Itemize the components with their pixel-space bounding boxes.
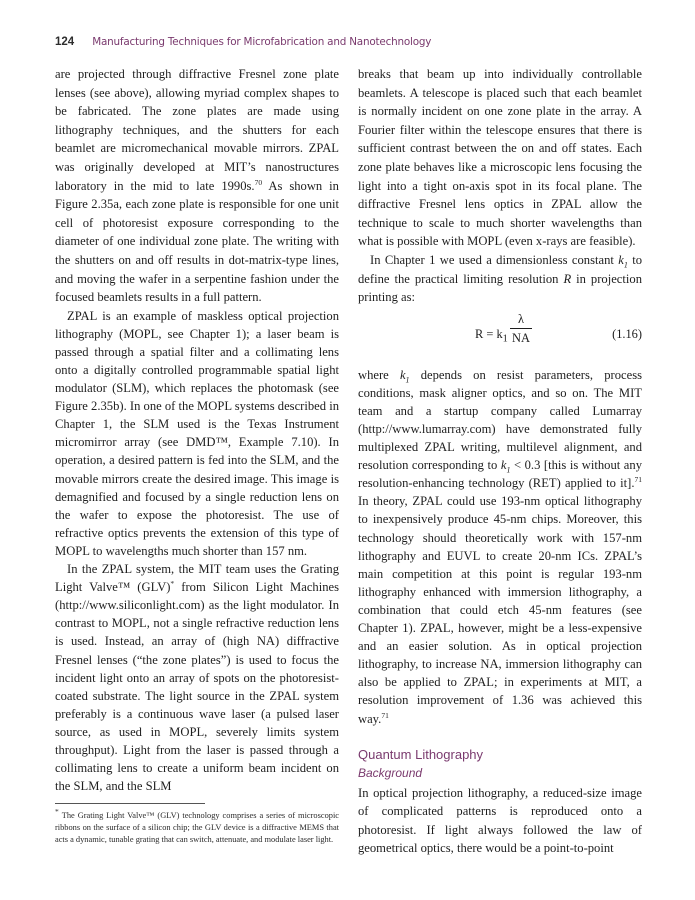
reference-superscript: 71 (634, 475, 642, 485)
reference-superscript: 70 (254, 177, 263, 187)
right-column (358, 65, 642, 858)
reference-superscript: 71 (381, 710, 389, 720)
footnote-divider (55, 803, 205, 804)
equation-lhs: $R = k_1$ (475, 326, 508, 345)
footnote-text: The Grating Light Valve™ (GLV) technology comprises a series of microscopic ribbons on the surface of a silicon chip; the GLV device is a diffractive MEMS that acts a dynamic, tunable grating that can switch, attenuate, and modulate laser light. (55, 811, 339, 844)
paragraph: In the ZPAL system, the MIT team uses the Grating Light Valve™ (GLV)* from Silicon Light Machines (http://www.siliconlight.com) as the light modulator. In contrast to MOPL, not a single refractive reduction lens is used. Instead, an array of (high NA) diffractive Fresnel lenses (“the zone plates”) is used to focus the incident light onto an array of spots on the photoresist-coated substrate. The light source in the ZPAL system preferably is a continuous wave laser (a pulsed laser source, as used in MOPL, severely limits system throughput). Light from the laser is passed through a collimating lens to create a uniform beam incident on the SLM, and the SLM (55, 562, 339, 794)
footnote-marker: * (170, 578, 175, 588)
paragraph: In optical projection lithography, a reduced-size image of complicated patterns is reproduced onto a photoresist. If light always followed the law of geometrical optics, there would be a point-to-point (358, 785, 642, 856)
paragraph: ZPAL is an example of maskless optical projection lithography (MOPL, see Chapter 1); a laser beam is passed through a spatial filter and a collimating lens onto a digitally controlled programmable spatial light modulator (SLM), which replaces the photomask (see Figure 2.35b). In one of the MOPL systems described in Chapter 1, the SLM used is the Texas Instrument micromirror array (see DMD™, Example 7.10). In operation, a desired pattern is fed into the SLM, and the movable mirrors create the desired image. This image is demagnified and focused by a single reduction lens on the wafer to expose the photoresist. The use of refractive optics prevents the extension of this type of MOPL to wavelengths much shorter than 157 nm. (55, 308, 339, 558)
footnote (55, 807, 339, 846)
running-title: Manufacturing Techniques for Microfabrication and Nanotechnology (92, 36, 432, 48)
fraction-bar (510, 328, 532, 329)
equation-fraction (510, 311, 532, 346)
paragraph: where $k_1$ depends on resist parameters, process conditions, mask aligner optics, and so on. The MIT team and a startup company called Lumarray (http://www.lumarray.com) have demonstrated fully multiplexed ZPAL writing, multilevel alignment, and resolution corresponding to $k_1 < 0.3$ [this is without any resolution-enhancing technology (RET) applied to it].$^{71}$ In theory, ZPAL could use 193-nm optical lithography to inexpensively produce 45-nm chips. Moreover, this technology should theoretically work with 157-nm lithography and EUVL to create 20-nm ICs. ZPAL’s main competition at this point is regular 193-nm lithography enhanced with immersion lithography, a combination that could etch 45-nm features (see Chapter 1). ZPAL, however, might be a less-expensive and an easier solution. As in optical projection lithography, to increase NA, immersion lithography can also be applied to ZPAL; in experiments at MIT, a resolution improvement of 1.36 was achieved this way.$^{71}$ (358, 367, 642, 726)
page-number: 124 (55, 36, 75, 48)
paragraph: are projected through diffractive Fresnel zone plate lenses (see above), allowing myriad complex shapes to be fabricated. The zone plates are made using lithography techniques, and the shutters for each beamlet are micromechanical movable mirrors. ZPAL was originally developed at MIT’s nanostructures laboratory in the mid to late 1990s.$^{70}$ As shown in Figure 2.35a, each zone plate is responsible for one unit cell of photoresist exposure corresponding to the diameter of one individual zone plate. The writing with the shutters on and off results in dot-matrix-type lines, and moving the wafer in a serpentine fashion under the focused beamlets results in a full pattern. (55, 67, 339, 305)
equation-numerator: λ (517, 311, 524, 326)
equation-number: (1.16) (612, 326, 642, 341)
equation (358, 310, 642, 360)
section-heading: Quantum Lithography (358, 746, 484, 762)
paragraph: In Chapter 1 we used a dimensionless constant $k_1$ to define the practical limiting resolution R in projection printing as: (358, 252, 643, 305)
left-column (55, 65, 339, 795)
page-header (55, 32, 655, 48)
equation-denominator: NA (512, 330, 530, 345)
subsection-heading: Background (358, 765, 423, 780)
footnote-marker: * (55, 807, 59, 817)
paragraph: breaks that beam up into individually controllable beamlets. A telescope is placed such that each beamlet is normally incident on one zone plate in the array. A Fourier filter within the telescope ensures that there is sufficient contrast between the on and off states. Each zone plate behaves like a microscopic lens focusing the light into a tight on-axis spot in its focal plane. The diffractive Fresnel lens optics in ZPAL allow the technique to scale to much shorter wavelengths than what is possible with MOPL (even x-rays are feasible). (358, 67, 642, 249)
